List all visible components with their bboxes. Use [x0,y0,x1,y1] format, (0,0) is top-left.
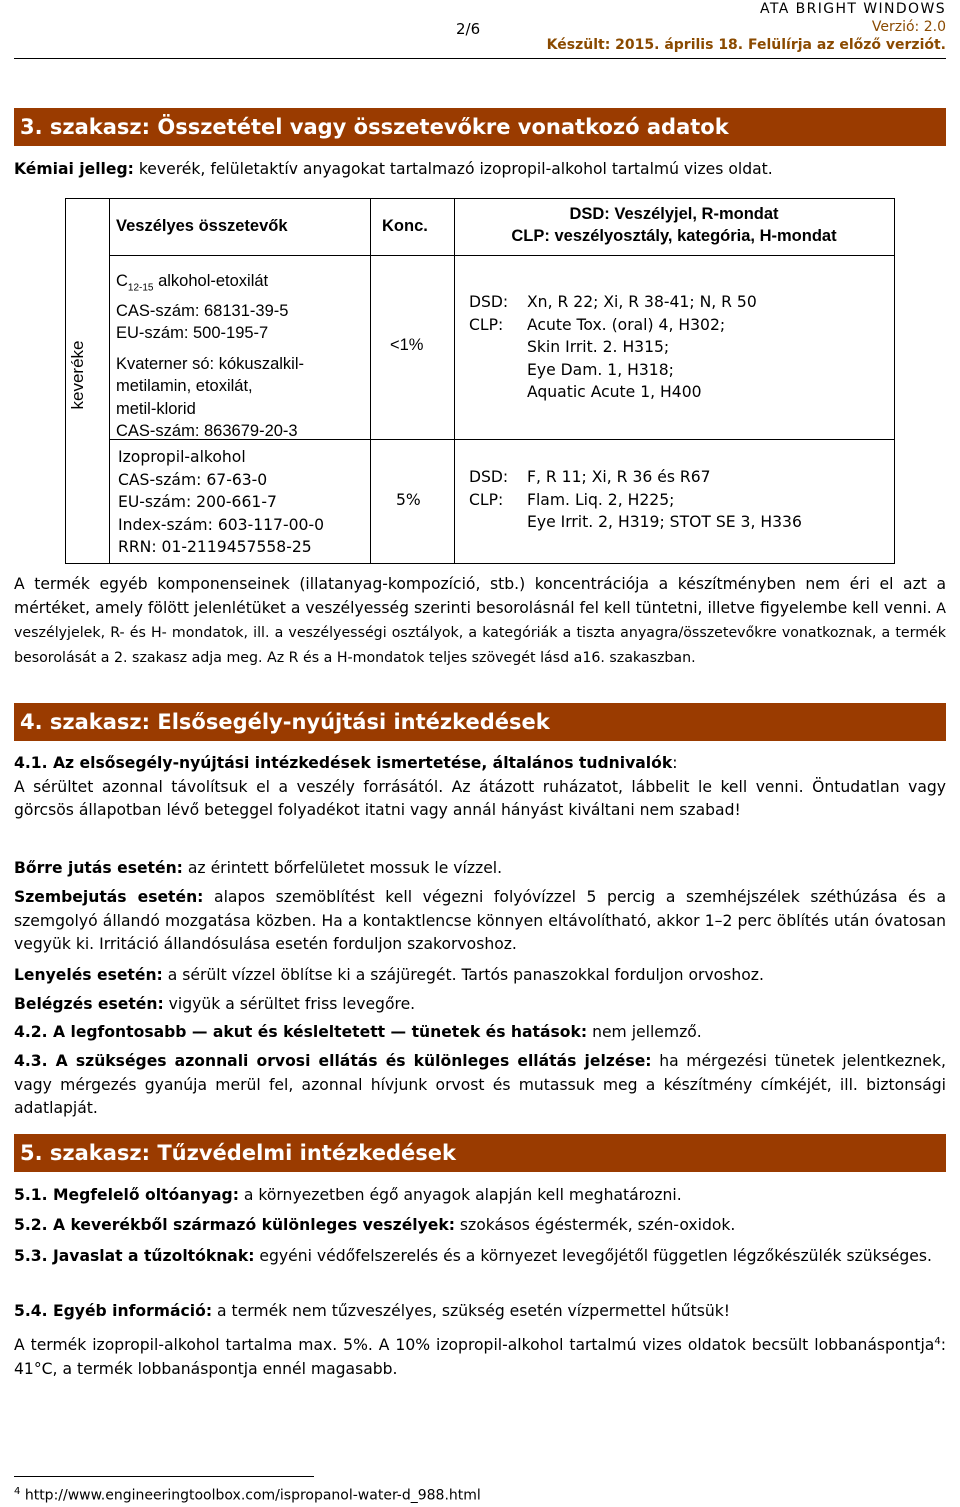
chemical-character-value: keverék, felületaktív anyagokat tartalmazó izopropil-alkohol tartalmú vizes oldat. [133,160,773,178]
col-classification-dsd: DSD: Veszélyjel, R-mondat [569,205,779,223]
component-1-dsd: Xn, R 22; Xi, R 38-41; N, R 50 [527,293,757,311]
flash-point-note: A termék izopropil-alkohol tartalma max. 5%. A 10% izopropil-alkohol tartalmú vizes oldatok becsült lobbanáspontja$^4$: 41°C, a termék lobbanáspontja ennél magasabb. [14,1336,946,1378]
component-2-classification [527,466,802,534]
component-1-classification [527,291,757,404]
component-1-clp: Aquatic Acute 1, H400 [527,383,702,401]
component-1-cas: CAS-szám: 68131-39-5 [116,301,289,320]
header-divider [14,58,946,59]
table-header-divider [109,255,894,256]
footnote-divider [14,1476,314,1477]
eye-contact-label: Szembejutás esetén: [14,888,204,906]
clp-label: CLP: [469,315,504,334]
swallowing [14,964,946,988]
section-5-4 [14,1300,946,1324]
section-4-title: 4. szakasz: Elsősegély-nyújtási intézkedések [14,703,946,741]
version-label: Verzió: 2.0 [871,19,946,35]
swallowing-label: Lenyelés esetén: [14,966,163,984]
component-2-eu: EU-szám: 200-661-7 [118,493,277,511]
table-divider [454,199,455,563]
inhalation [14,993,946,1017]
component-1-clp: Acute Tox. (oral) 4, H302; [527,315,726,334]
page-number: 2/6 [456,20,481,38]
footnote-ref: 4 [934,1336,941,1347]
component-1-concentration: <1% [390,336,424,354]
document-header [547,0,946,54]
component-1-labels [469,291,508,336]
skin-contact-label: Bőrre jutás esetén: [14,859,183,877]
component-1-name: $C_{12-15}$ alkohol-etoxilát [116,272,269,294]
section-4-1-text: A sérültet azonnal távolítsuk el a veszély forrásától. Az átázott ruházatot, lábbelit le kell venni. Öntudatlan vagy görcsös állapotban lévő beteggel folyadékot itatni vagy annál hányást kiváltani nem szabad! [14,777,946,819]
section-4-1-heading: 4.1. Az elsősegély-nyújtási intézkedések ismertetése, általános tudnivalók [14,754,673,772]
dsd-label: DSD: [469,468,509,486]
chemical-character-label: Kémiai jelleg: [14,160,134,178]
section-4-3-heading: 4.3. A szükséges azonnali orvosi ellátás és különleges ellátás jelzése: [14,1052,652,1070]
section-5-4-heading: 5.4. Egyéb információ: [14,1302,213,1320]
footnote-number: 4 [14,1486,21,1497]
swallowing-text: a sérült vízzel öblítse ki a szájüregét. Tartós panaszokkal forduljon orvoshoz. [162,966,764,984]
component-1-eu: EU-szám: 500-195-7 [116,324,269,343]
section-4-2 [14,1021,946,1045]
component-2 [118,446,324,559]
composition-note [14,573,946,670]
section-4-2-heading: 4.2. A legfontosabb — akut és késleltetett — tünetek és hatások: [14,1023,588,1041]
component-2-dsd: F, R 11; Xi, R 36 és R67 [527,468,711,486]
section-4-2-text: nem jellemző. [587,1023,702,1041]
dsd-label: DSD: [469,293,509,311]
component-1-clp: Eye Dam. 1, H318; [527,360,674,379]
component-2-labels [469,466,508,511]
section-5-3 [14,1245,946,1269]
component-2-index: Index-szám: 603-117-00-0 [118,515,324,534]
component-2-name: Izopropil-alkohol [118,448,246,466]
component-2-clp: Flam. Liq. 2, H225; [527,490,675,509]
component-2-cas: CAS-szám: 67-63-0 [118,470,268,489]
component-2-rrn: RRN: 01-2119457558-25 [118,538,312,556]
composition-note-small: A veszélyjelek, R- és H- mondatok, ill. a veszélyességi osztályok, a kategóriák a tiszta anyagra/összetevőkre vonatkoznak, a termék besorolását a 2. szakasz adja meg. Az R és a H-mondatok teljes szövegét lásd a16. szakaszban. [14,600,946,666]
section-3-title: 3. szakasz: Összetétel vagy összetevőkre vonatkozó adatok [14,108,946,146]
eye-contact-text: alapos szemöblítést kell végezni folyóvízzel 5 percig a szemhéjszélek széthúzása és a szemgolyó állandó mozgatása közben. Ha a kontaktlencse könnyen eltávolítható, akkor 1–2 perc öblítés után óvatosan vegyük ki. Irritáció állandósulása esetén forduljon szakorvoshoz. [14,888,947,953]
component-1-quat: Kvaterner só: kókuszalkil- [116,354,304,373]
inhalation-text: vigyük a sérültet friss levegőre. [163,995,416,1013]
skin-contact [14,857,946,881]
section-5-4-text: a termék nem tűzveszélyes, szükség esetén vízpermettel hűtsük! [212,1302,730,1320]
section-5-2-heading: 5.2. A keverékből származó különleges veszélyek: [14,1216,455,1234]
eye-contact [14,886,946,957]
table-divider [370,199,371,563]
section-5-2 [14,1214,946,1238]
section-5-1-heading: 5.1. Megfelelő oltóanyag: [14,1186,239,1204]
component-1-quat-2: metilamin, etoxilát, [116,377,253,396]
section-5-3-text: egyéni védőfelszerelés és a környezet levegőjétől független légzőkészülék szükséges. [254,1247,932,1265]
component-2-concentration: 5% [396,491,421,509]
component-1-quat-cas: CAS-szám: 863679-20-3 [116,422,298,441]
component-1-quat-3: metil-klorid [116,399,196,418]
component-2-clp: Eye Irrit. 2, H319; STOT SE 3, H336 [527,513,802,531]
col-concentration: Konc. [382,217,428,235]
col-hazardous-components: Veszélyes összetevők [116,217,288,235]
section-5-1 [14,1184,946,1208]
section-4-3-text: ha mérgezési tünetek jelentkeznek, vagy mérgezés gyanúja merül fel, azonnal hívjunk orvost és mutassuk meg a készítmény címkéjét, ill. biztonsági adatlapját. [14,1052,946,1117]
inhalation-label: Belégzés esetén: [14,995,164,1013]
chemical-character [14,158,946,182]
mixture-side-label: keveréke [68,340,87,410]
table-divider [109,199,110,563]
footnote [14,1482,481,1506]
component-1 [116,270,304,443]
section-5-1-text: a környezetben égő anyagok alapján kell meghatározni. [238,1186,682,1204]
section-4-1: 4.1. Az elsősegély-nyújtási intézkedések ismertetése, általános tudnivalók: A sérültet azonnal távolítsuk el a veszély forrásától. Az átázott ruházatot, lábbelit le kell venni. Öntudatlan vagy görcsös állapotban lévő beteggel folyadékot itatni vagy annál hányást kiváltani nem szabad! [14,752,946,823]
section-4-3 [14,1050,946,1121]
col-classification-clp: CLP: veszélyosztály, kategória, H-mondat [511,227,837,245]
product-name: ATA BRIGHT WINDOWS [760,1,946,17]
footnote-url[interactable]: http://www.engineeringtoolbox.com/ispropanol-water-d_988.html [20,1487,481,1504]
made-date: Készült: 2015. április 18. Felülírja az előző verziót. [546,37,946,53]
clp-label: CLP: [469,490,504,509]
col-classification [454,203,894,247]
composition-note-main: A termék egyéb komponenseinek (illatanyag-kompozíció, stb.) koncentrációja a készítményben nem éri el azt a mértéket, amely fölött jelenlétüket a veszélyesség szerinti besorolásnál fel kell tüntetni, illetve figyelembe kell venni. [14,575,946,617]
section-5-2-text: szokásos égéstermék, szén-oxidok. [454,1216,736,1234]
section-5-3-heading: 5.3. Javaslat a tűzoltóknak: [14,1247,255,1265]
skin-contact-text: az érintett bőrfelületet mossuk le vízzel. [182,859,503,877]
component-1-clp: Skin Irrit. 2. H315; [527,338,670,356]
section-5-title: 5. szakasz: Tűzvédelmi intézkedések [14,1134,946,1172]
